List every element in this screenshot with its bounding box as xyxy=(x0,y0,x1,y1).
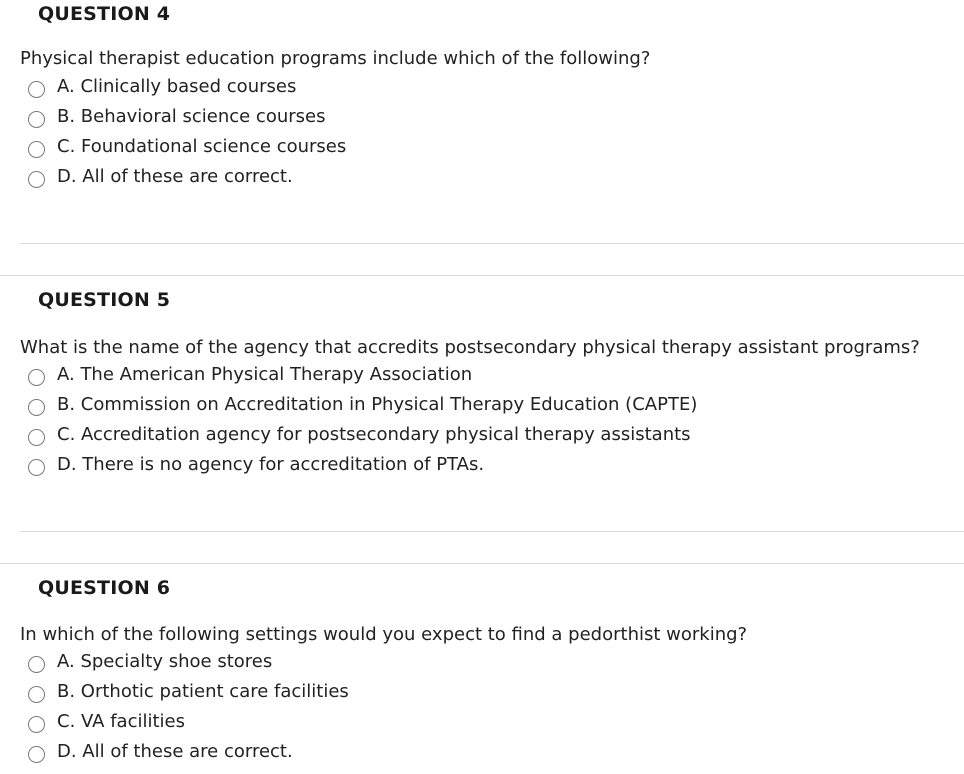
answer-option-a[interactable] xyxy=(28,74,296,98)
answer-option-c[interactable] xyxy=(28,422,691,446)
question-prompt: Physical therapist education programs include which of the following? xyxy=(20,48,651,69)
divider xyxy=(0,563,964,564)
divider xyxy=(20,531,964,532)
answer-label: B. Orthotic patient care facilities xyxy=(57,680,349,702)
radio-button-icon[interactable] xyxy=(28,399,45,416)
radio-button-icon[interactable] xyxy=(28,429,45,446)
answer-label: C. Foundational science courses xyxy=(57,135,347,157)
answer-option-d[interactable] xyxy=(28,164,293,188)
question-title: QUESTION 5 xyxy=(38,289,171,311)
answer-label: A. Specialty shoe stores xyxy=(57,650,273,672)
answer-label: A. The American Physical Therapy Association xyxy=(57,363,473,385)
question-title: QUESTION 6 xyxy=(38,577,171,599)
radio-button-icon[interactable] xyxy=(28,141,45,158)
answer-label: D. All of these are correct. xyxy=(57,165,293,187)
radio-button-icon[interactable] xyxy=(28,369,45,386)
answer-option-b[interactable] xyxy=(28,679,349,703)
question-title: QUESTION 4 xyxy=(38,3,171,25)
question-prompt: In which of the following settings would you expect to find a pedorthist working? xyxy=(20,624,748,645)
radio-button-icon[interactable] xyxy=(28,656,45,673)
answer-option-b[interactable] xyxy=(28,104,325,128)
radio-button-icon[interactable] xyxy=(28,746,45,763)
radio-button-icon[interactable] xyxy=(28,111,45,128)
radio-button-icon[interactable] xyxy=(28,686,45,703)
answer-label: D. All of these are correct. xyxy=(57,740,293,762)
answer-option-c[interactable] xyxy=(28,709,185,733)
answer-label: B. Behavioral science courses xyxy=(57,105,326,127)
question-prompt: What is the name of the agency that accredits postsecondary physical therapy assistant programs? xyxy=(20,337,920,358)
answer-option-d[interactable] xyxy=(28,739,293,763)
answer-option-b[interactable] xyxy=(28,392,697,416)
divider xyxy=(0,275,964,276)
divider xyxy=(20,243,964,244)
radio-button-icon[interactable] xyxy=(28,716,45,733)
radio-button-icon[interactable] xyxy=(28,459,45,476)
answer-label: D. There is no agency for accreditation of PTAs. xyxy=(57,453,485,475)
answer-label: C. VA facilities xyxy=(57,710,185,732)
answer-label: A. Clinically based courses xyxy=(57,75,297,97)
answer-option-a[interactable] xyxy=(28,362,472,386)
answer-label: C. Accreditation agency for postsecondary physical therapy assistants xyxy=(57,423,691,445)
answer-label: B. Commission on Accreditation in Physical Therapy Education (CAPTE) xyxy=(57,393,698,415)
radio-button-icon[interactable] xyxy=(28,81,45,98)
answer-option-c[interactable] xyxy=(28,134,346,158)
answer-option-a[interactable] xyxy=(28,649,272,673)
answer-option-d[interactable] xyxy=(28,452,484,476)
radio-button-icon[interactable] xyxy=(28,171,45,188)
